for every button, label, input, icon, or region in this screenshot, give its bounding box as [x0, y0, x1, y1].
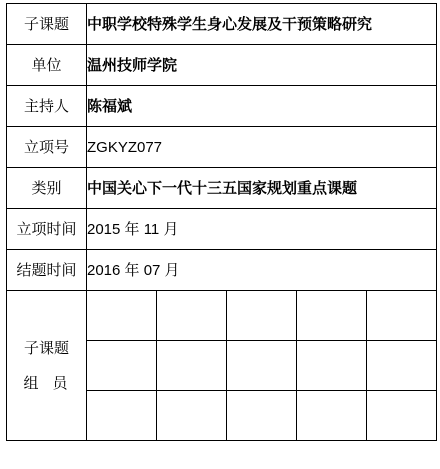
table-row	[7, 168, 437, 209]
approval-date-label: 立项时间	[7, 209, 87, 250]
host-label: 主持人	[7, 86, 87, 127]
member-cell[interactable]	[157, 341, 227, 391]
completion-date-value: 2016 年 07 月	[87, 250, 437, 291]
members-label-line2: 组员	[23, 373, 82, 392]
subproject-value: 中职学校特殊学生身心发展及干预策略研究	[87, 4, 437, 45]
member-cell[interactable]	[87, 291, 157, 341]
subproject-label: 子课题	[7, 4, 87, 45]
member-cell[interactable]	[227, 341, 297, 391]
project-number-value: ZGKYZ077	[87, 127, 437, 168]
member-cell[interactable]	[87, 341, 157, 391]
table-row	[7, 209, 437, 250]
table-row	[7, 127, 437, 168]
member-cell[interactable]	[297, 391, 367, 441]
category-value: 中国关心下一代十三五国家规划重点课题	[87, 168, 437, 209]
member-cell[interactable]	[87, 391, 157, 441]
members-row	[7, 291, 437, 341]
approval-date-value: 2015 年 11 月	[87, 209, 437, 250]
member-cell[interactable]	[157, 291, 227, 341]
project-number-label: 立项号	[7, 127, 87, 168]
completion-date-label: 结题时间	[7, 250, 87, 291]
member-cell[interactable]	[367, 341, 437, 391]
member-cell[interactable]	[227, 291, 297, 341]
table-row	[7, 86, 437, 127]
member-cell[interactable]	[297, 341, 367, 391]
table-row	[7, 4, 437, 45]
member-cell[interactable]	[367, 291, 437, 341]
unit-value: 温州技师学院	[87, 45, 437, 86]
member-cell[interactable]	[227, 391, 297, 441]
unit-label: 单位	[7, 45, 87, 86]
category-label: 类别	[7, 168, 87, 209]
host-value: 陈福斌	[87, 86, 437, 127]
member-cell[interactable]	[157, 391, 227, 441]
member-cell[interactable]	[367, 391, 437, 441]
member-cell[interactable]	[297, 291, 367, 341]
members-label-line1: 子课题	[23, 338, 69, 357]
members-label	[7, 291, 87, 441]
project-info-table	[6, 3, 437, 441]
table-row	[7, 250, 437, 291]
table-row	[7, 45, 437, 86]
